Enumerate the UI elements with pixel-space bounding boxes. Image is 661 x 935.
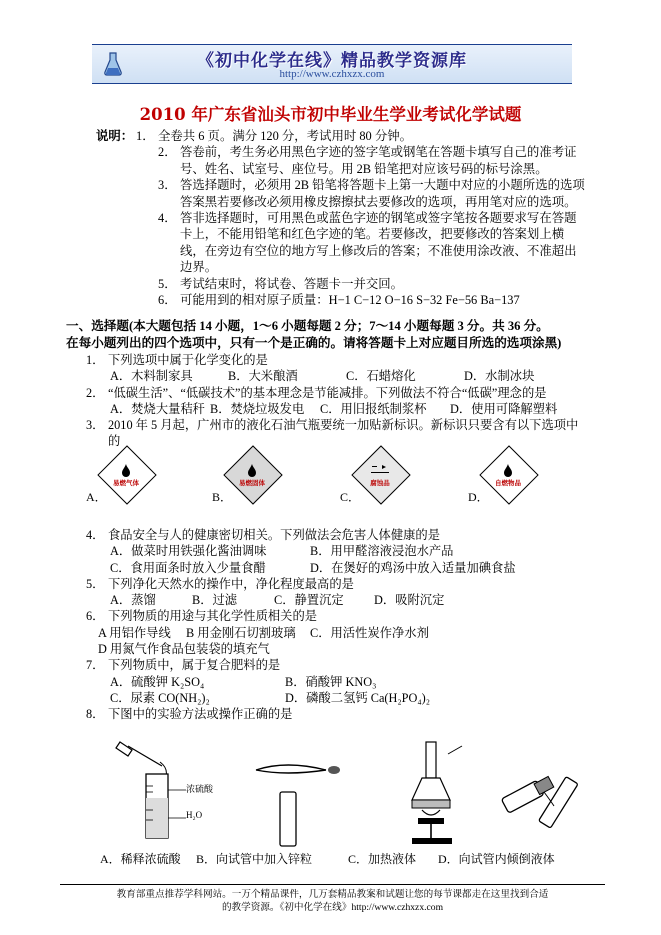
questions-block-1 [86, 352, 586, 450]
question-4-option-c[interactable]: C．食用面条时放入少量食醋 [110, 560, 266, 575]
question-4-option-d[interactable]: D．在煲好的鸡汤中放入适量加碘食盐 [310, 560, 516, 575]
apparatus-label-c: C．加热液体 [348, 852, 417, 866]
question-7-option-a[interactable]: A．硫酸钾 K₂SO₄ [110, 674, 205, 689]
instruction-text-3: 答选择题时，必须用 2B 铅笔将答题卡上第一大题中对应的小题所选的选项答案黑若要修改必须用橡皮擦擦拭去要修改的选项，再用笔对应的选项。 [180, 178, 585, 209]
apparatus-label-a: A．稀释浓硫酸 [100, 852, 181, 866]
instruction-number-3: 3． [158, 178, 177, 193]
question-3-text: 2010 年 5 月起，广州市的液化石油气瓶要统一加贴新标识。新标识只要含有以下选项中的 [108, 418, 579, 449]
hazard-option-d[interactable] [482, 452, 538, 508]
question-6-option-c[interactable]: C．用活性炭作净水剂 [310, 625, 429, 640]
question-2-options [86, 401, 586, 417]
apparatus-annotation-water: H₂O [186, 810, 203, 820]
question-5-option-c[interactable]: C．静置沉定 [274, 593, 344, 608]
heating-flask-icon [378, 740, 488, 848]
test-tube-icon [236, 758, 366, 848]
question-2-option-a[interactable]: A．焚烧大量秸秆 [110, 401, 205, 416]
question-6-option-d[interactable]: D 用氮气作食品包装袋的填充气 [98, 642, 270, 657]
question-3 [86, 417, 586, 450]
question-7-number: 7． [86, 658, 105, 673]
question-7-option-c[interactable]: C．尿素 CO(NH₂)₂ [110, 690, 210, 705]
section-heading-line2: 在每小题列出的四个选项中，只有一个是正确的。请将答题卡上对应题目所选的选项涂黑) [66, 335, 562, 350]
pour-liquid-icon [486, 748, 606, 848]
question-7-option-b[interactable]: B．硝酸钾 KNO₃ [285, 674, 377, 689]
question-7-options [86, 674, 586, 707]
hazard-option-a[interactable] [100, 452, 156, 508]
question-5-text: 下列净化天然水的操作中，净化程度最高的是 [108, 576, 354, 591]
hazard-option-c[interactable] [354, 452, 410, 508]
apparatus-figure [86, 740, 586, 868]
instruction-text-4: 答非选择题时，可用黑色或蓝色字迹的钢笔或签字笔按各题要求写在答题卡上，不能用铅笔和红色字迹的笔。若要修改，把要修改的答案划上横线，在旁边有空位的地方写上修改后的答案；不准使用涂改液、不准超出边界。 [180, 211, 577, 275]
section-heading-line1: 一、选择题(本大题包括 14 小题，1～6 小题每题 2 分；7～14 小题每题 3 分。共 36 分。 [66, 319, 549, 333]
instruction-text-6: 可能用到的相对原子质量：H−1 C−12 O−16 S−32 Fe−56 Ba−137 [180, 293, 520, 308]
instruction-text-5: 考试结束时，将试卷、答题卡一并交回。 [180, 276, 404, 291]
section-heading [66, 318, 596, 351]
question-2-text: “低碳生活”、“低碳技术”的基本理念是节能减排。下列做法不符合“低碳”理念的是 [108, 385, 547, 400]
instructions-block [96, 128, 586, 308]
instruction-number-2: 2． [158, 145, 177, 160]
banner-url: http://www.czhxzx.com [279, 68, 385, 80]
question-1-option-a[interactable]: A．木料制家具 [110, 369, 193, 384]
question-5-option-a[interactable]: A．蒸馏 [110, 593, 156, 608]
question-4-options [86, 543, 586, 576]
question-3-number: 3． [86, 418, 105, 433]
question-2-option-d[interactable]: D．使用可降解塑料 [450, 401, 558, 416]
question-2-number: 2． [86, 385, 105, 400]
question-2 [86, 385, 586, 418]
question-5-option-b[interactable]: B．过滤 [192, 593, 238, 608]
hazard-letter-d: D． [468, 490, 489, 504]
hazard-caption-b: 易燃固体 [239, 480, 265, 487]
question-4-number: 4． [86, 528, 105, 542]
instruction-number-4: 4． [158, 211, 177, 226]
question-7 [86, 657, 586, 706]
question-5-number: 5． [86, 576, 105, 591]
hazard-caption-a: 易燃气体 [113, 480, 139, 487]
question-1 [86, 352, 586, 385]
question-8-number: 8． [86, 707, 105, 722]
instruction-number-5: 5． [158, 276, 177, 291]
hazard-letter-a: A． [86, 490, 107, 504]
footer [60, 888, 605, 914]
hazard-letter-b: B． [212, 490, 233, 504]
question-1-options [86, 368, 586, 384]
footer-line2: 的教学资源。《初中化学在线》http://www.czhxzx.com [221, 902, 444, 913]
question-6 [86, 608, 586, 657]
banner-title: 《初中化学在线》精品教学资源库 [197, 51, 467, 71]
question-1-option-c[interactable]: C．石蜡熔化 [346, 369, 416, 384]
question-8-text: 下图中的实验方法或操作正确的是 [108, 707, 293, 722]
apparatus-label-d: D．向试管内倾倒液体 [438, 852, 555, 866]
question-5-options [86, 592, 586, 608]
corrosive-icon [371, 462, 389, 476]
apparatus-annotation-acid: 浓硫酸 [186, 784, 214, 794]
question-5 [86, 576, 586, 609]
question-6-number: 6． [86, 609, 105, 624]
instruction-number-1: 1． [136, 129, 155, 143]
question-4-option-b[interactable]: B．用甲醛溶液浸泡水产品 [310, 544, 454, 559]
site-banner [92, 44, 572, 84]
hazard-caption-d: 自燃物品 [495, 480, 521, 487]
question-5-option-d[interactable]: D．吸附沉定 [374, 593, 445, 608]
question-6-text: 下列物质的用途与其化学性质相关的是 [108, 609, 318, 624]
question-4-option-a[interactable]: A．做菜时用铁强化酱油调味 [110, 544, 267, 559]
question-1-number: 1． [86, 353, 105, 367]
question-2-option-b[interactable]: B．焚烧垃圾发电 [210, 401, 305, 416]
question-6-options [86, 625, 586, 658]
footer-line1: 教育部重点推荐学科网站。一万个精品课件，几万套精品教案和试题让您的每节课都走在这里找到合适 [116, 889, 549, 900]
footer-divider [60, 884, 605, 885]
question-7-text: 下列物质中，属于复合肥料的是 [108, 658, 281, 673]
question-8 [86, 706, 586, 722]
page-title: 2010 年广东省汕头市初中毕业生学业考试化学试题 [139, 105, 522, 124]
instructions-label: 说明： [96, 129, 134, 143]
question-6-option-a[interactable]: A 用铝作导线 [98, 625, 171, 640]
question-1-option-d[interactable]: D．水制冰块 [464, 369, 535, 384]
hazard-option-b[interactable] [226, 452, 282, 508]
hazard-label-figure [86, 452, 586, 512]
apparatus-label-b: B．向试管中加入锌粒 [196, 852, 313, 866]
question-1-text: 下列选项中属于化学变化的是 [108, 353, 268, 367]
question-1-option-b[interactable]: B．大米酿酒 [228, 369, 298, 384]
instruction-text-2: 答卷前，考生务必用黑色字迹的签字笔或钢笔在答题卡填写自己的准考证号、姓名、试室号、座位号。用 2B 铅笔把对应该号码的标号涂黑。 [180, 145, 577, 176]
question-4 [86, 527, 586, 576]
questions-block-2 [86, 527, 586, 723]
question-4-text: 食品安全与人的健康密切相关。下列做法会危害人体健康的是 [108, 528, 441, 542]
instruction-text-1: 全卷共 6 页。满分 120 分，考试用时 80 分钟。 [158, 129, 413, 143]
question-7-option-d[interactable]: D．磷酸二氢钙 Ca(H₂PO₄)₂ [285, 690, 431, 705]
hazard-letter-c: C． [340, 490, 361, 504]
instruction-number-6: 6． [158, 293, 177, 308]
question-6-option-b[interactable]: B 用金刚石切割玻璃 [186, 625, 296, 640]
question-2-option-c[interactable]: C．用旧报纸制浆杯 [320, 401, 427, 416]
hazard-caption-c: 腐蚀品 [370, 480, 390, 487]
